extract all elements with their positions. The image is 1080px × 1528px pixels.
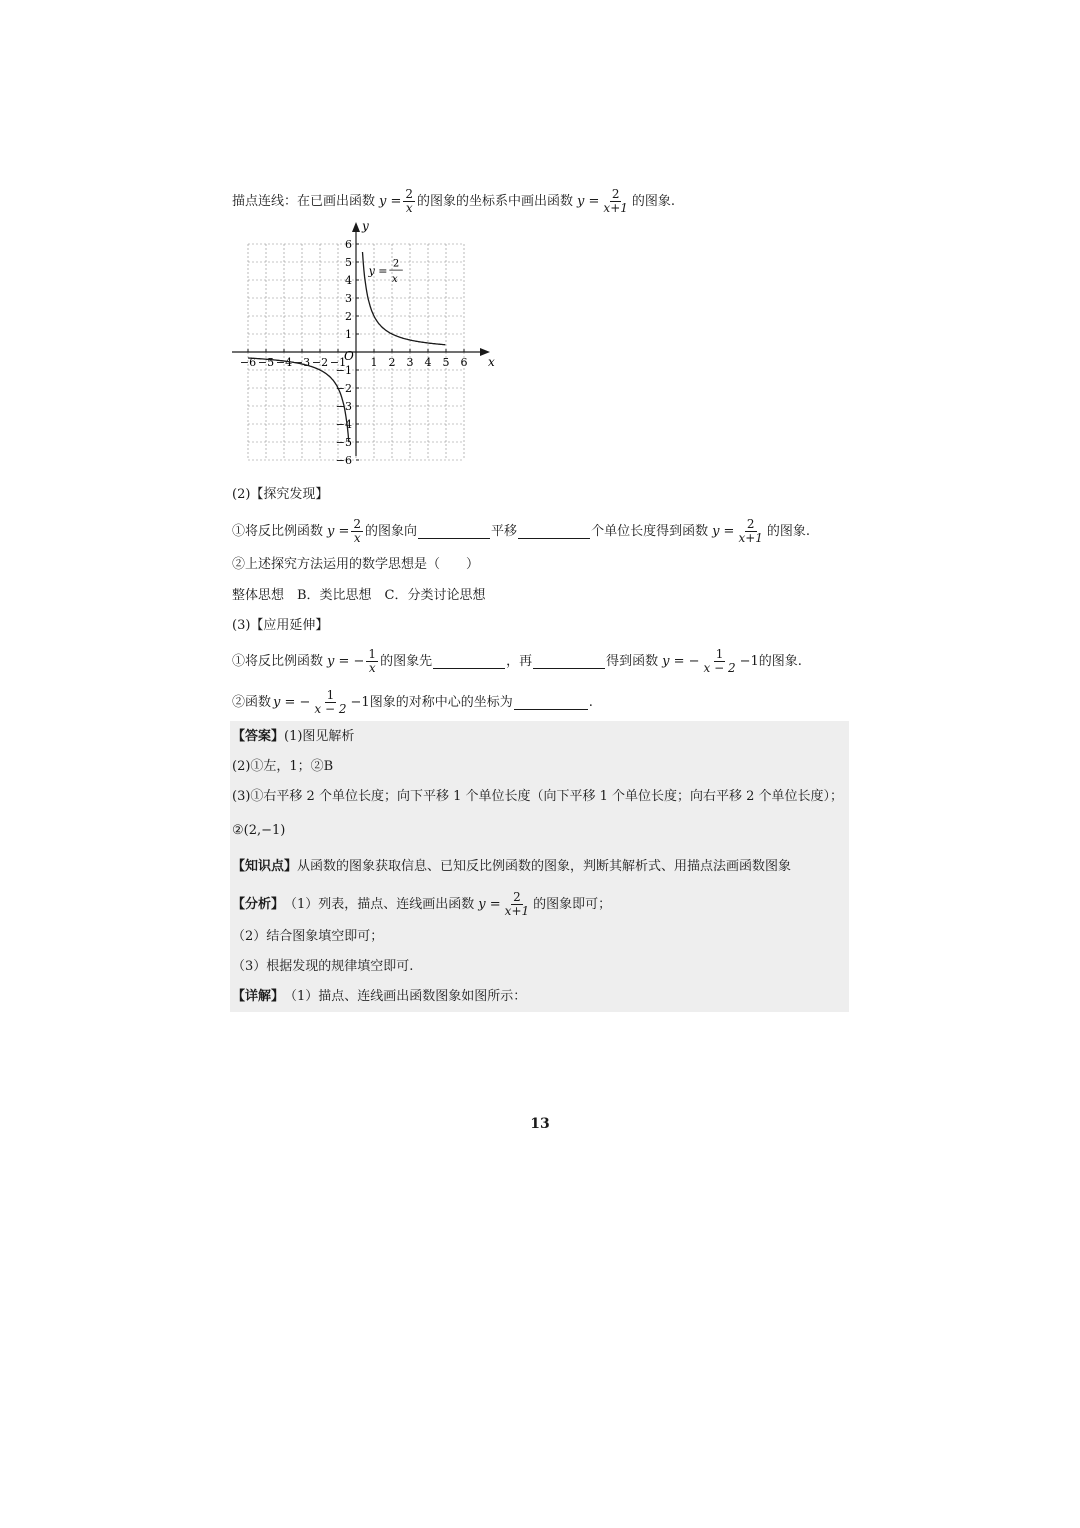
part2-q1-fraction-2 (736, 518, 764, 545)
x-tick-label: 1 (370, 356, 378, 369)
y-tick-label: −6 (335, 454, 352, 467)
part2-q1-prefix: ①将反比例函数 (232, 523, 324, 539)
part3-q2-den: x − 2 (314, 702, 347, 716)
intro-f1-num: 2 (405, 187, 414, 201)
x-tick-label: 5 (442, 356, 450, 369)
part3-q1-num: 1 (368, 647, 377, 661)
part3-q1-den: x (368, 661, 376, 675)
part2-q1-num: 2 (353, 517, 362, 531)
part3-q1-mid2: ，再 (506, 653, 533, 669)
part2-q1-fraction (351, 518, 363, 545)
curve-branch-negative (248, 358, 349, 442)
x-tick-label: −4 (275, 356, 293, 369)
part2-question-2: ②上述探究方法运用的数学思想是（ ） (232, 557, 480, 572)
y-tick-label: −3 (335, 400, 352, 413)
part3-blank-center[interactable] (514, 695, 588, 710)
part3-q1-mid1: 的图象先 (380, 653, 433, 669)
analysis-line-3: （3）根据发现的规律填空即可. (232, 959, 414, 974)
intro-f2-den: x+1 (603, 201, 628, 215)
analysis-tag: 【分析】 (232, 896, 285, 912)
page-number: 13 (530, 1116, 550, 1132)
answer-line-2: (2)①左，1；②B (232, 759, 334, 774)
part3-q1-tail: −1 (739, 653, 759, 669)
analysis-1-fraction (503, 891, 531, 918)
analysis-1-num: 2 (513, 890, 521, 904)
part3-q1-fraction (366, 648, 378, 675)
part3-q2-mid: 图象的对称中心的坐标为 (369, 694, 513, 710)
answer-line-4: ②(2,−1) (232, 823, 286, 838)
part2-q1-den: x (353, 531, 361, 545)
part2-options: 整体思想 B．类比思想 C．分类讨论思想 (232, 588, 486, 603)
part2-heading: (2)【探究发现】 (232, 487, 329, 502)
intro-f2-num: 2 (611, 187, 620, 201)
curve-label (368, 259, 403, 285)
y-axis-arrow (352, 222, 360, 232)
part3-q2-y: y = − (273, 694, 311, 710)
part3-q1-y: y = − (327, 653, 365, 669)
x-tick-label: 3 (406, 356, 414, 369)
origin-label: O (344, 349, 354, 363)
curve-label-num: 2 (392, 258, 400, 270)
part2-question-1 (232, 518, 810, 545)
x-tick-label: −2 (311, 356, 329, 369)
coordinate-graph (228, 222, 498, 482)
intro-f1-fraction (403, 188, 415, 215)
analysis-1-prefix: （1）列表，描点、连线画出函数 (284, 896, 475, 912)
x-axis-label: x (488, 355, 495, 369)
x-tick-label: 2 (388, 356, 396, 369)
y-tick-label: 1 (345, 328, 352, 341)
y-tick-label: 4 (345, 274, 352, 287)
y-tick-label: −2 (335, 382, 352, 395)
part3-q2-tail: −1 (350, 694, 370, 710)
intro-f2-y: y = (577, 193, 600, 209)
part3-q1-num2: 1 (715, 647, 724, 661)
part2-q1-y: y = (327, 523, 350, 539)
x-tick-label: 6 (460, 356, 468, 369)
part2-q1-mid2: 平移 (491, 523, 518, 539)
intro-f2-fraction (601, 188, 629, 215)
part3-blank-first-move[interactable] (433, 654, 505, 669)
x-tick-label: −3 (293, 356, 311, 369)
part3-q1-mid3: 得到函数 (606, 653, 659, 669)
part2-q1-suffix: 的图象. (766, 523, 811, 539)
analysis-line-1 (232, 891, 611, 918)
detail-text: （1）描点、连线画出函数图象如图所示： (284, 989, 527, 1004)
axes (232, 222, 490, 456)
part3-q1-den2: x − 2 (703, 661, 736, 675)
intro-line (232, 188, 675, 215)
intro-suffix: 的图象. (631, 193, 676, 209)
x-tick-label: −6 (239, 356, 257, 369)
part3-q1-suffix: 的图象. (758, 653, 802, 669)
knowledge-line (232, 857, 791, 877)
curve-label-y: y = (368, 264, 388, 278)
detail-line-1 (232, 987, 526, 1007)
y-tick-label: −5 (335, 436, 352, 449)
part3-heading: (3)【应用延伸】 (232, 618, 329, 633)
part2-q1-y2: y = (712, 523, 735, 539)
y-axis-label: y (362, 222, 369, 233)
part3-q1-fraction-2 (702, 648, 738, 675)
intro-f1-y: y = (379, 193, 402, 209)
part2-q1-den2: x+1 (738, 531, 763, 545)
part2-q1-mid1: 的图象向 (365, 523, 418, 539)
x-tick-label: 4 (424, 356, 432, 369)
y-tick-label: 5 (345, 256, 352, 269)
part3-q2-suffix: . (588, 694, 593, 710)
part3-question-2 (232, 689, 593, 716)
y-tick-label: −4 (335, 418, 352, 431)
answer-line-3: (3)①右平移 2 个单位长度；向下平移 1 个单位长度（向下平移 1 个单位长度；向右平移 2 个单位长度）； (232, 789, 844, 804)
intro-prefix: 描点连线：在已画出函数 (232, 193, 376, 209)
part2-q1-num2: 2 (746, 517, 755, 531)
x-tick-label: −5 (257, 356, 275, 369)
part3-q2-prefix: ②函数 (232, 694, 272, 710)
analysis-1-suffix: 的图象即可； (533, 896, 612, 912)
part3-q1-y2: y = − (662, 653, 700, 669)
part3-blank-second-move[interactable] (533, 654, 605, 669)
y-tick-label: 2 (345, 310, 352, 323)
part3-q2-num: 1 (326, 688, 335, 702)
part2-q1-mid3: 个单位长度得到函数 (591, 523, 709, 539)
detail-tag: 【详解】 (232, 989, 285, 1004)
analysis-1-den: x+1 (504, 904, 530, 918)
part2-blank-units[interactable] (518, 524, 590, 539)
answer-tag: 【答案】 (232, 729, 285, 744)
intro-f1-den: x (405, 201, 413, 215)
knowledge-tag: 【知识点】 (232, 859, 298, 874)
answer-1: (1)图见解析 (284, 729, 355, 744)
y-tick-label: −1 (335, 364, 352, 377)
answer-line-1 (232, 727, 354, 747)
part3-q2-fraction (312, 689, 348, 716)
x-tick-label: −1 (329, 356, 347, 369)
intro-middle: 的图象的坐标系中画出函数 (417, 193, 574, 209)
part3-question-1 (232, 648, 802, 675)
y-tick-label: 3 (345, 292, 352, 305)
curve-label-den: x (392, 273, 398, 285)
part3-q1-prefix: ①将反比例函数 (232, 653, 324, 669)
y-tick-label: 6 (345, 238, 352, 251)
part2-blank-direction[interactable] (418, 524, 490, 539)
analysis-line-2: （2）结合图象填空即可； (232, 929, 384, 944)
knowledge-text: 从函数的图象获取信息、已知反比例函数的图象，判断其解析式、用描点法画函数图象 (297, 859, 792, 874)
analysis-1-y: y = (478, 896, 501, 912)
